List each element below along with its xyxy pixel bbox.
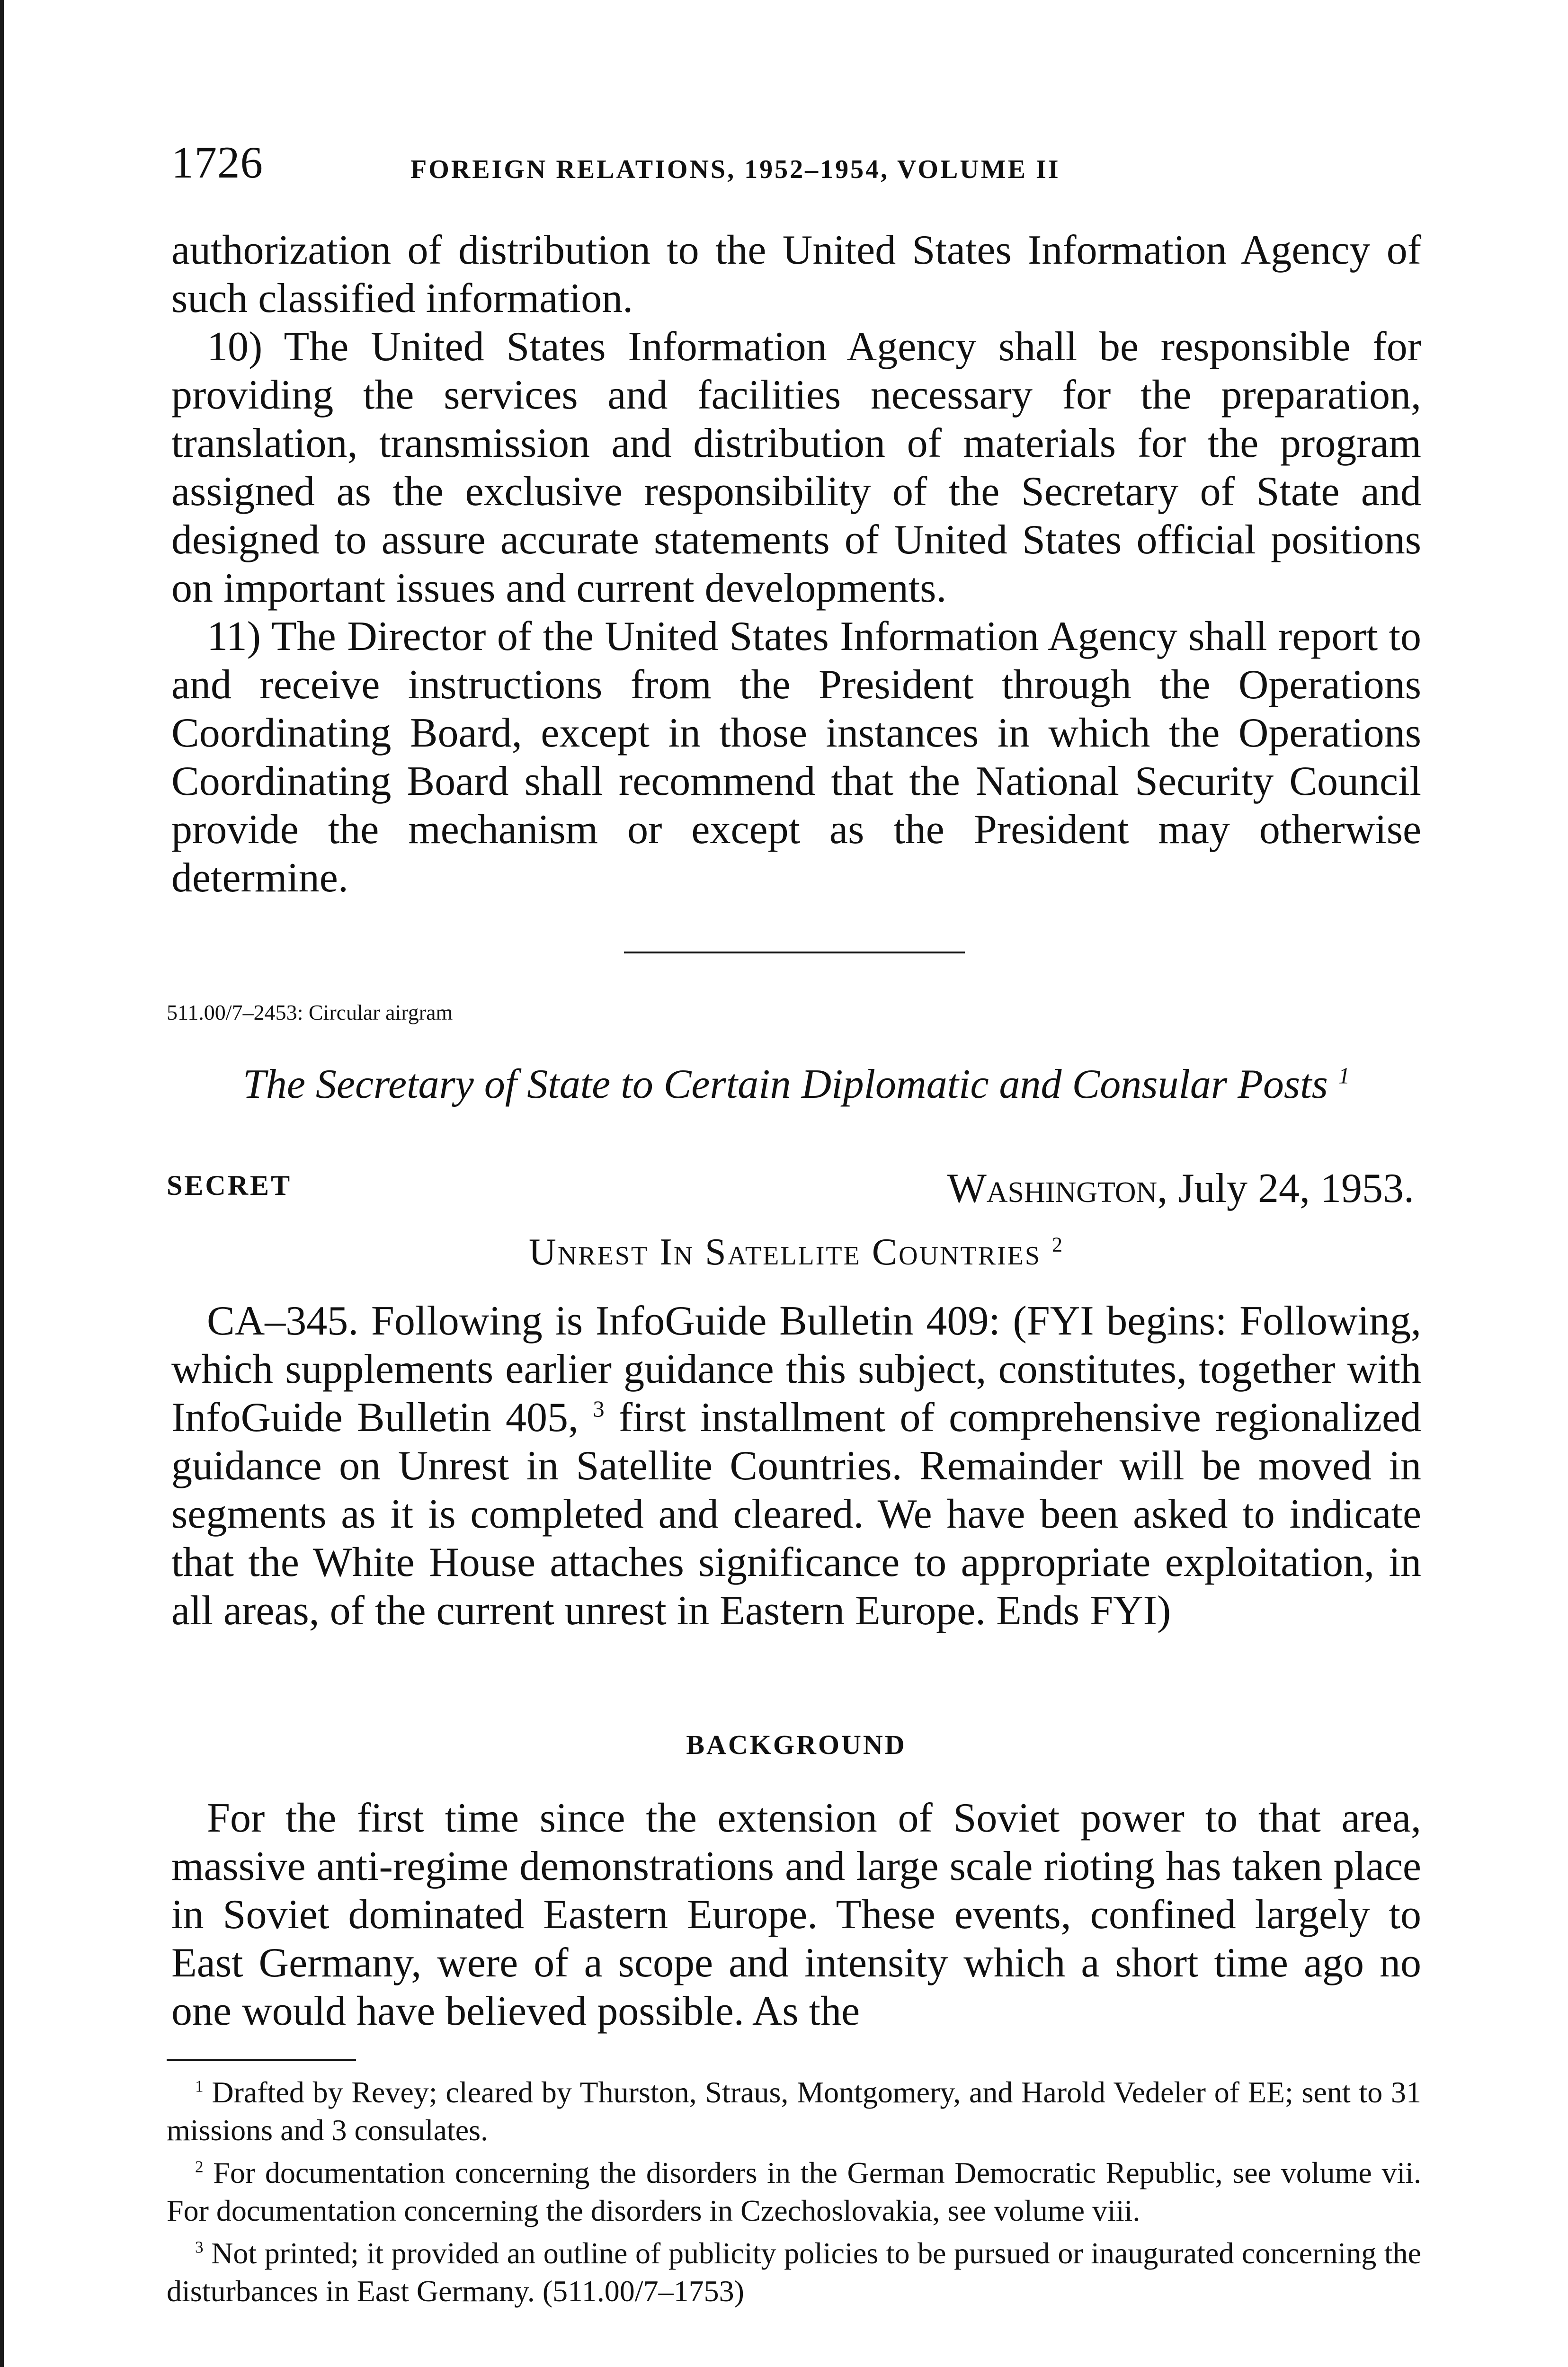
footnote-rule <box>167 2059 356 2061</box>
paragraph-continued: authorization of distribution to the United States Information Agency of such classified information. <box>171 227 1421 321</box>
paragraph-10: 10) The United States Information Agency shall be responsible for providing the services and facilities necessary for the preparation, translation, transmission and distribution of materials for the program assigned as the exclusive responsibility of the Secretary of State and designed to assure accurate statements of United States official positions on important issues and current developments. <box>171 324 1421 611</box>
subject-heading-text: Unrest In Satellite Countries <box>528 1231 1042 1273</box>
section-heading-background: BACKGROUND <box>686 1729 907 1760</box>
airgram-body <box>171 1297 1421 1635</box>
footnote-ref-2: 2 <box>1052 1233 1064 1256</box>
footnote-1 <box>167 2073 1421 2149</box>
footnote-2 <box>167 2154 1421 2230</box>
document-title <box>171 1060 1421 1108</box>
footnote-3-text: Not printed; it provided an outline of publicity policies to be pursued or inaugurated concerning the disturbances in East Germany. (511.00/7–1753) <box>167 2236 1421 2308</box>
subject-heading <box>171 1231 1421 1274</box>
footnote-ref-1: 1 <box>1338 1063 1350 1089</box>
running-head: FOREIGN RELATIONS, 1952–1954, VOLUME II <box>410 155 1060 184</box>
footnote-2-text: For documentation concerning the disorders in the German Democratic Republic, see volume vii. For documentation concerning the disorders in Czechoslovakia, see volume viii. <box>167 2156 1422 2227</box>
page-header <box>171 136 1421 198</box>
dateline-place: Washington, <box>947 1166 1168 1211</box>
footnote-1-text: Drafted by Revey; cleared by Thurston, Straus, Montgomery, and Harold Vedeler of EE; sent to 31 missions and 3 consulates. <box>167 2075 1422 2147</box>
footnote-2-mark: 2 <box>195 2157 204 2176</box>
paragraph-ca-345-part-b: first installment of comprehensive regionalized guidance on Unrest in Satellite Countries. Remainder will be moved in segments as it is completed and cleared. We have been asked to indicate that the White House attaches significance to appropriate exploitation, in all areas, of the current unrest in Eastern Europe. Ends FYI) <box>171 1395 1422 1634</box>
page-scan-edge <box>0 0 4 2367</box>
continued-text <box>171 226 1421 902</box>
footnote-3-mark: 3 <box>195 2238 204 2257</box>
classification-label: SECRET <box>167 1170 292 1201</box>
paragraph-ca-345-part-a: CA–345. Following is InfoGuide Bulletin 409: (FYI begins: Following, which supplements earlier guidance this subject, constitutes, together with InfoGuide Bulletin 405, <box>171 1298 1421 1441</box>
footnote-ref-3: 3 <box>593 1397 605 1422</box>
section-divider <box>624 952 965 953</box>
paragraph-11: 11) The Director of the United States Information Agency shall report to and receive instructions from the President through the Operations Coordinating Board, except in those instances in which the Operations Coordinating Board shall recommend that the National Security Council provide the mechanism or except as the President may otherwise determine. <box>171 614 1421 901</box>
background-body <box>171 1794 1421 2036</box>
page-number: 1726 <box>171 137 263 187</box>
document-title-text: The Secretary of State to Certain Diplomatic and Consular Posts <box>242 1061 1328 1107</box>
footnote-3 <box>167 2234 1421 2310</box>
paragraph-ca-345 <box>171 1297 1421 1635</box>
footnote-1-mark: 1 <box>195 2077 204 2096</box>
dateline-date: July 24, 1953. <box>1178 1166 1414 1211</box>
paragraph-background: For the first time since the extension of Soviet power to that area, massive anti-regime demonstrations and large scale rioting has taken place in Soviet dominated Eastern Europe. These events, confined largely to East Germany, were of a scope and intensity which a short time ago no one would have believed possible. As the <box>171 1795 1421 2034</box>
dateline <box>947 1165 1414 1212</box>
footnotes <box>167 2073 1421 2315</box>
file-reference: 511.00/7–2453: Circular airgram <box>167 1000 453 1024</box>
